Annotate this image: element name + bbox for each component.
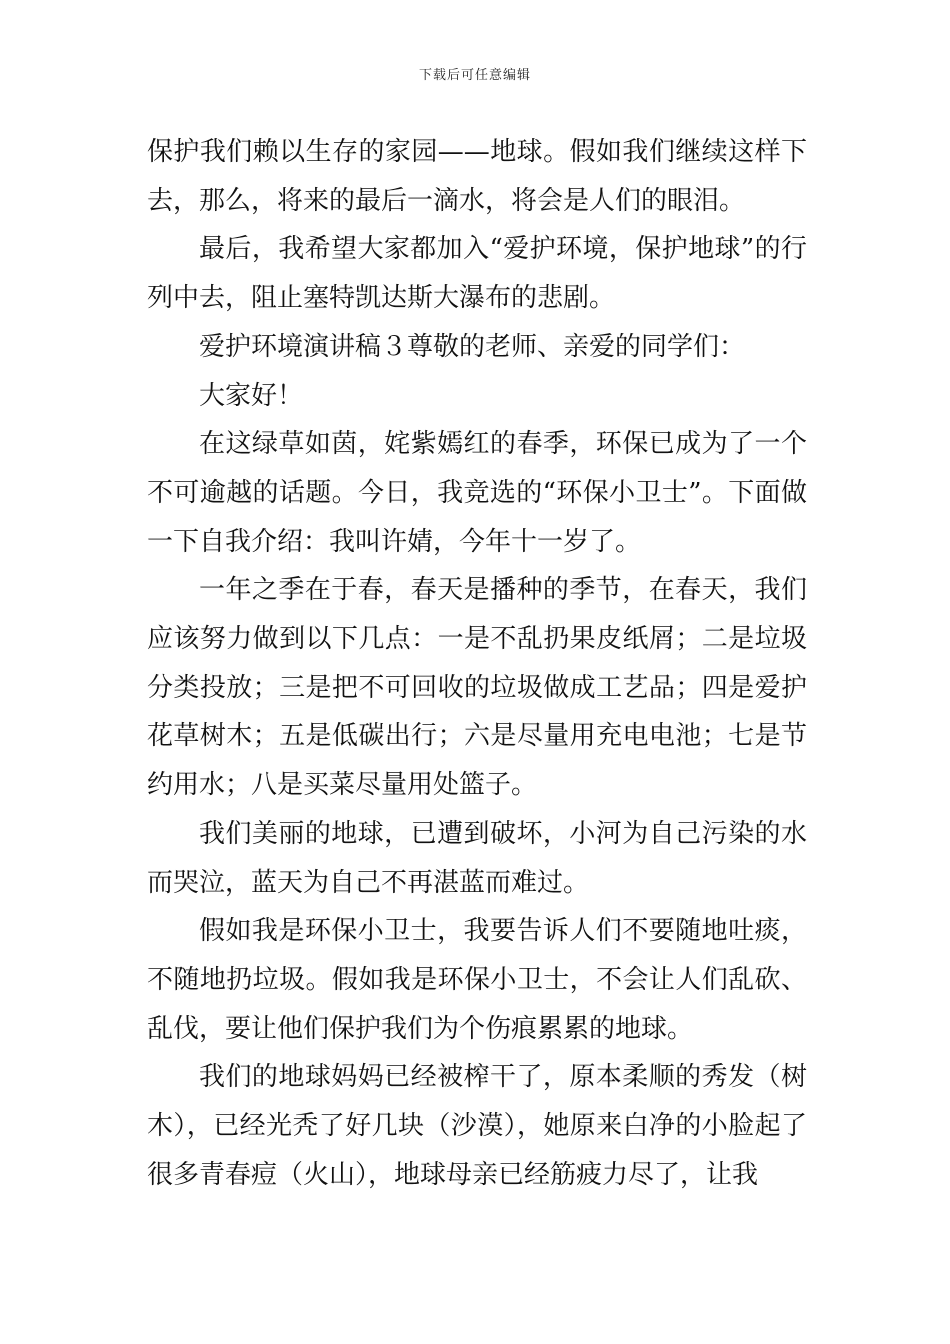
page-header: 下载后可任意编辑 [418,68,531,83]
paragraph: 最后，我希望大家都加入“爱护环境，保护地球”的行列中去，阻止塞特凯达斯大瀑布的悲剧。 [147,234,807,314]
paragraph: 我们的地球妈妈已经被榨干了，原本柔顺的秀发（树木），已经光秃了好几块（沙漠），她原来白净的小脸起了很多青春痘（火山），地球母亲已经筋疲力尽了，让我 [147,1062,807,1190]
paragraph: 大家好！ [199,380,304,411]
paragraph: 爱护环境演讲稿３尊敬的老师、亲爱的同学们： [199,331,746,362]
paragraph: 我们美丽的地球，已遭到破坏，小河为自己污染的水而哭泣，蓝天为自己不再湛蓝而难过。 [147,818,807,898]
document-body [147,128,807,1199]
paragraph: 在这绿草如茵，姹紫嫣红的春季，环保已成为了一个不可逾越的话题。今日，我竞选的“环保小卫士”。下面做一下自我介绍：我叫许婧，今年十一岁了。 [147,429,807,557]
paragraph: 保护我们赖以生存的家园——地球。假如我们继续这样下去，那么，将来的最后一滴水，将会是人们的眼泪。 [147,137,807,216]
paragraph: 假如我是环保小卫士，我要告诉人们不要随地吐痰，不随地扔垃圾。假如我是环保小卫士，不会让人们乱砍、乱伐，要让他们保护我们为个伤痕累累的地球。 [147,916,807,1044]
paragraph: 一年之季在于春，春天是播种的季节，在春天，我们应该努力做到以下几点：一是不乱扔果皮纸屑；二是垃圾分类投放；三是把不可回收的垃圾做成工艺品；四是爱护花草树木；五是低碳出行；六是尽量用充电电池；七是节约用水；八是买菜尽量用处篮子。 [147,575,807,801]
